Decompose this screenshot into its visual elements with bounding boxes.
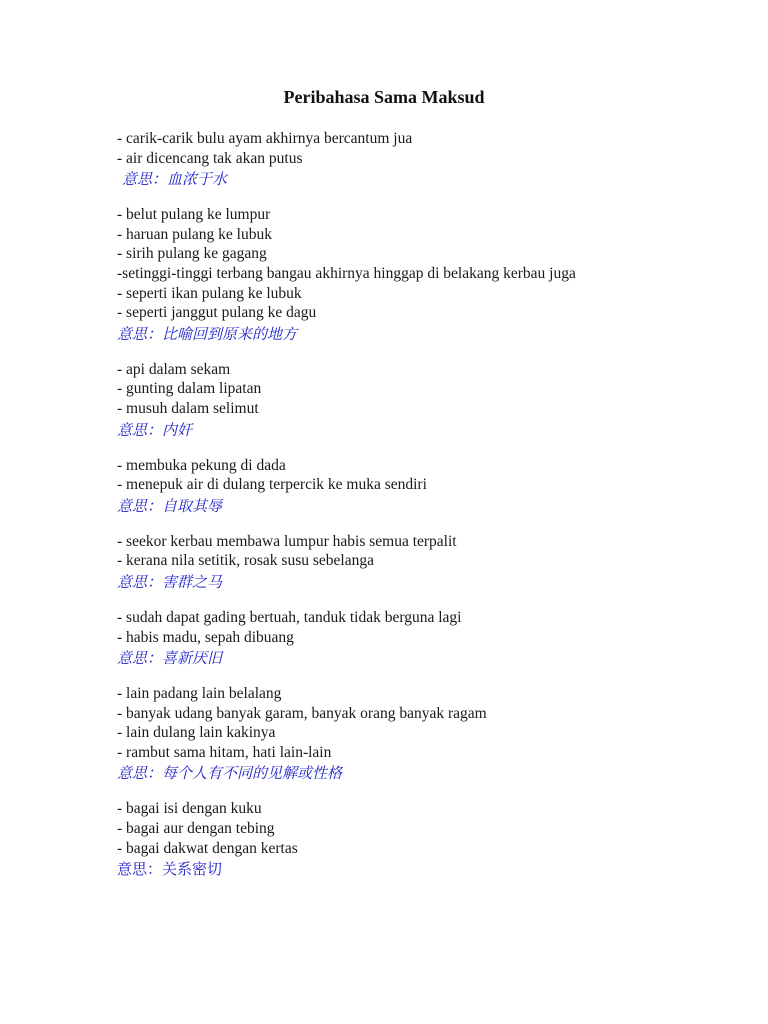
proverb-group-3 <box>117 360 737 441</box>
proverb-line: - bagai dakwat dengan kertas <box>117 839 298 857</box>
proverb-list <box>117 129 737 895</box>
proverb-line: - lain padang lain belalang <box>117 685 282 703</box>
proverb-line: - sirih pulang ke gagang <box>117 245 267 263</box>
proverb-line: - banyak udang banyak garam, banyak orang banyak ragam <box>117 704 487 722</box>
proverb-line: - bagai aur dengan tebing <box>117 820 275 838</box>
proverb-line: - kerana nila setitik, rosak susu sebelanga <box>117 552 374 570</box>
page-title: Peribahasa Sama Maksud <box>283 87 485 107</box>
proverb-line: - haruan pulang ke lubuk <box>117 225 272 243</box>
proverb-group-5 <box>117 532 737 593</box>
proverb-line: - lain dulang lain kakinya <box>117 724 276 742</box>
proverb-line: - habis madu, sepah dibuang <box>117 628 294 646</box>
proverb-meaning: 意思：每个人有不同的见解或性格 <box>117 764 343 783</box>
proverb-meaning: 意思：关系密切 <box>117 860 223 879</box>
proverb-meaning: 意思：内奸 <box>117 420 193 439</box>
proverb-line: - bagai isi dengan kuku <box>117 800 262 818</box>
proverb-line: - sudah dapat gading bertuah, tanduk tidak berguna lagi <box>117 608 462 626</box>
proverb-line: - seekor kerbau membawa lumpur habis semua terpalit <box>117 532 457 550</box>
proverb-line: - carik-carik bulu ayam akhirnya bercantum jua <box>117 130 413 147</box>
proverb-line: - seperti ikan pulang ke lubuk <box>117 284 302 302</box>
proverb-group-2 <box>117 205 737 345</box>
proverb-meaning: 意思：比喻回到原来的地方 <box>117 324 298 343</box>
proverb-meaning: 意思：喜新厌旧 <box>117 649 223 668</box>
proverb-line: - menepuk air di dulang terpercik ke muka sendiri <box>117 476 427 494</box>
proverb-line: - api dalam sekam <box>117 360 231 378</box>
proverb-line: - air dicencang tak akan putus <box>117 149 303 167</box>
proverb-line: - gunting dalam lipatan <box>117 380 262 398</box>
proverb-line: - seperti janggut pulang ke dagu <box>117 304 317 322</box>
proverb-group-1 <box>117 129 737 190</box>
proverb-meaning: 意思：害群之马 <box>117 572 223 591</box>
proverb-group-6 <box>117 608 737 669</box>
proverb-meaning: 意思：血浓于水 <box>122 170 228 189</box>
proverb-group-7 <box>117 684 737 784</box>
proverb-line: -setinggi-tinggi terbang bangau akhirnya hinggap di belakang kerbau juga <box>117 264 576 282</box>
proverb-line: - membuka pekung di dada <box>117 456 286 474</box>
proverb-line: - musuh dalam selimut <box>117 399 259 417</box>
proverb-line: - rambut sama hitam, hati lain-lain <box>117 743 332 761</box>
proverb-group-4 <box>117 456 737 517</box>
proverb-line: - belut pulang ke lumpur <box>117 206 271 224</box>
proverb-meaning: 意思：自取其辱 <box>117 496 223 515</box>
proverb-group-8 <box>117 799 737 880</box>
